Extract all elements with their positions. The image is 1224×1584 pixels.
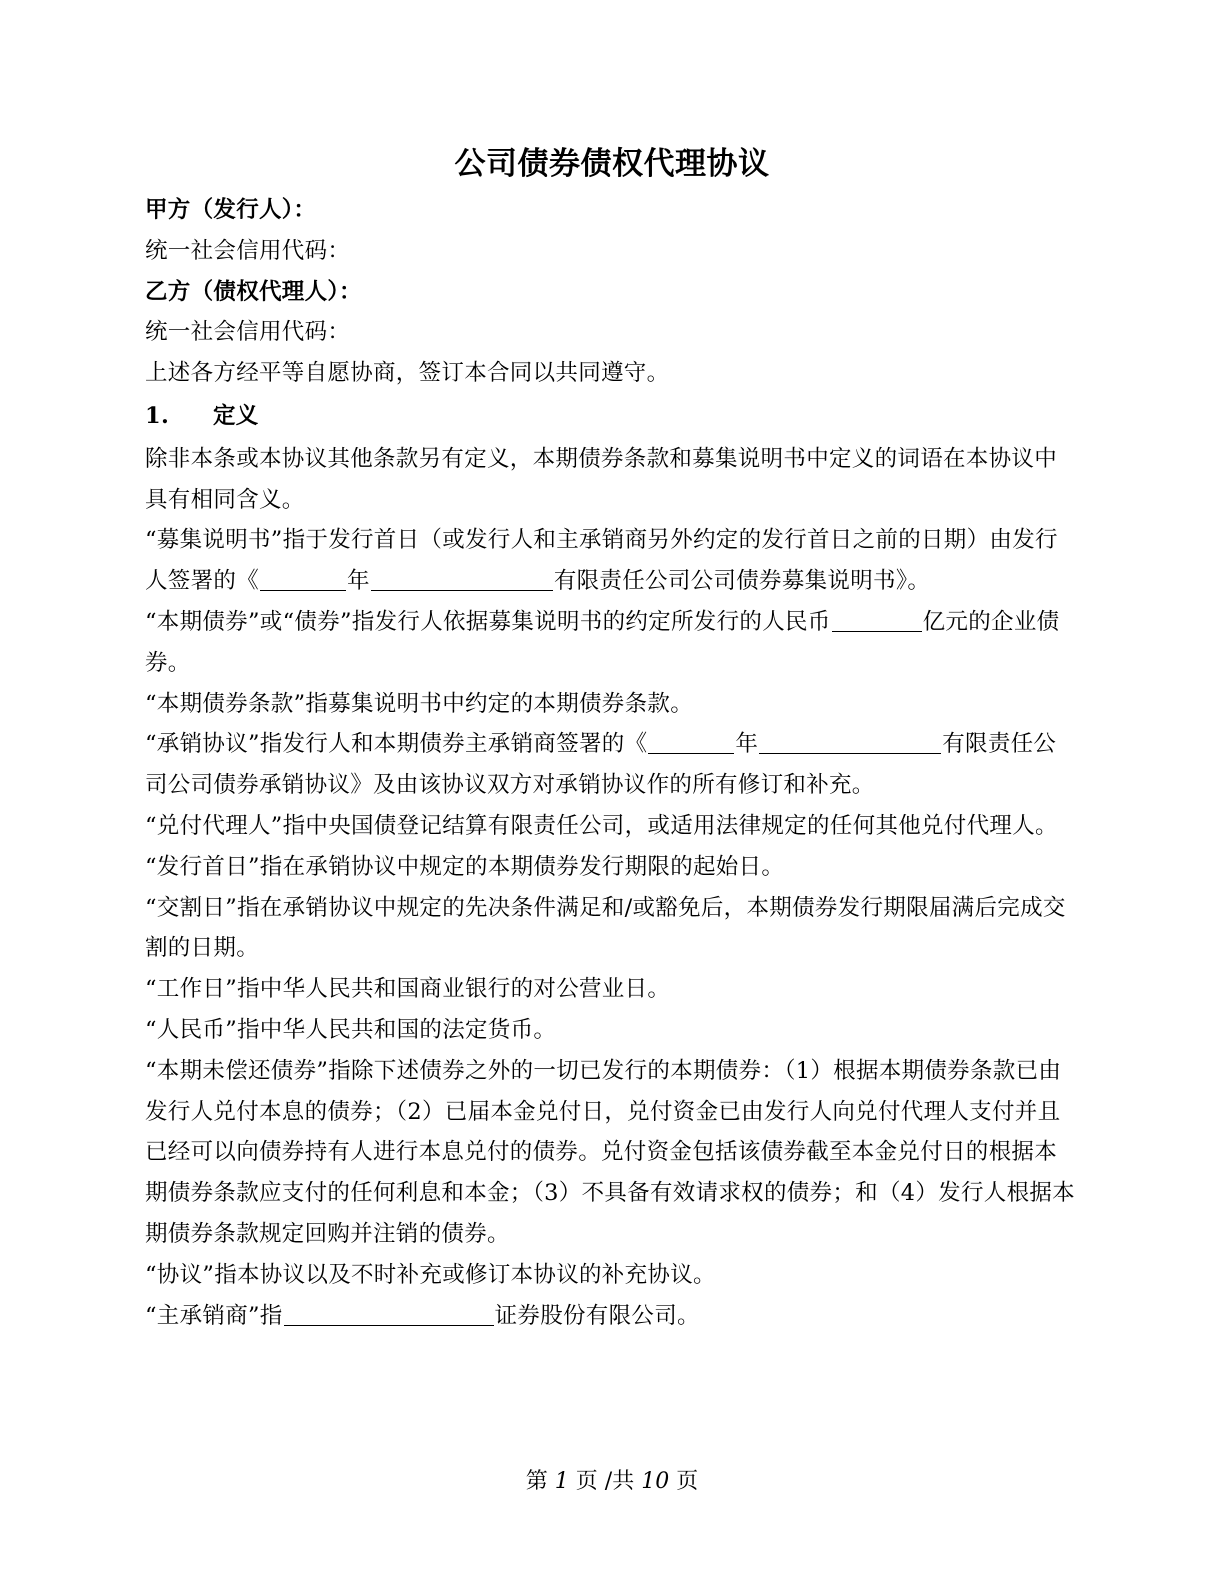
footer-text: 第 — [525, 1469, 555, 1494]
blank-field[interactable] — [260, 566, 346, 591]
blank-field[interactable] — [284, 1301, 494, 1326]
definition-outstanding-bonds: “本期未偿还债券”指除下述债券之外的一切已发行的本期债券：（1）根据本期债券条款已由发行人兑付本息的债券；（2）已届本金兑付日，兑付资金已由发行人向兑付代理人支付并且已经可以向债券持有人进行本息兑付的债券。兑付资金包括该债券截至本金兑付日的根据本期债券条款应支付的任何利息和本金；（3）不具备有效请求权的债券；和（4）发行人根据本期债券条款规定回购并注销的债券。 — [145, 1057, 1075, 1247]
definition-agreement: “协议”指本协议以及不时补充或修订本协议的补充协议。 — [145, 1261, 716, 1288]
definition-rmb: “人民币”指中华人民共和国的法定货币。 — [145, 1016, 557, 1043]
definition-text: “主承销商”指 — [145, 1302, 283, 1329]
section-heading — [145, 396, 1079, 437]
page-number: 1 — [554, 1469, 569, 1494]
party-a-credit-code: 统一社会信用代码： — [145, 237, 351, 264]
definition-text: 有限责任公司公司债券承销协议》及由该协议双方对承销协议作的所有修订和补充。 — [145, 731, 1057, 799]
definition-text: 年 — [347, 568, 370, 595]
definition-issue-date: “发行首日”指在承销协议中规定的本期债券发行期限的起始日。 — [145, 853, 785, 880]
definition-prospectus — [145, 520, 1079, 602]
definition-text: “募集说明书”指于发行首日（或发行人和主承销商另外约定的发行首日之前的日期）由发行人签署的《 — [145, 527, 1058, 595]
blank-field[interactable] — [832, 607, 922, 632]
blank-field[interactable] — [648, 729, 734, 754]
definition-business-day: “工作日”指中华人民共和国商业银行的对公营业日。 — [145, 976, 671, 1003]
party-b-label: 乙方（债权代理人）： — [145, 278, 362, 305]
blank-field[interactable] — [371, 566, 553, 591]
party-a-label: 甲方（发行人）： — [145, 197, 317, 223]
definition-text: 年 — [735, 731, 759, 758]
definition-text: “承销协议”指发行人和本期债券主承销商签署的《 — [145, 731, 648, 758]
footer-text: 页 — [669, 1469, 699, 1494]
section-title: 定义 — [213, 402, 259, 429]
party-b-credit-code: 统一社会信用代码： — [145, 319, 351, 346]
page-total: 10 — [641, 1469, 670, 1494]
document-body — [145, 190, 1079, 1336]
page-footer — [0, 1464, 1224, 1500]
definition-text: 有限责任公司公司债券募集说明书》。 — [553, 568, 931, 595]
blank-field[interactable] — [759, 729, 941, 754]
footer-text: 页 /共 — [568, 1469, 642, 1494]
definition-text: 证券股份有限公司。 — [494, 1302, 700, 1329]
definition-underwriting — [145, 724, 1079, 806]
definition-paragraph: 除非本条或本协议其他条款另有定义，本期债券条款和募集说明书中定义的词语在本协议中具有相同含义。 — [145, 445, 1058, 513]
document-title: 公司债券债权代理协议 — [454, 146, 770, 182]
definition-bond-terms: “本期债券条款”指募集说明书中约定的本期债券条款。 — [145, 690, 694, 717]
definition-closing-date: “交割日”指在承销协议中规定的先决条件满足和/或豁免后，本期债券发行期限届满后完成交割的日期。 — [145, 894, 1066, 962]
definition-text: 亿元的企业债券。 — [145, 608, 1060, 676]
section-number: 1. — [145, 402, 170, 429]
definition-lead-underwriter — [145, 1296, 1079, 1337]
definition-text: “本期债券”或“债券”指发行人依据募集说明书的约定所发行的人民币 — [145, 608, 831, 635]
definition-paying-agent: “兑付代理人”指中央国债登记结算有限责任公司，或适用法律规定的任何其他兑付代理人。 — [145, 812, 1058, 839]
definition-bond — [145, 602, 1079, 684]
intro-paragraph: 上述各方经平等自愿协商，签订本合同以共同遵守。 — [145, 360, 670, 387]
